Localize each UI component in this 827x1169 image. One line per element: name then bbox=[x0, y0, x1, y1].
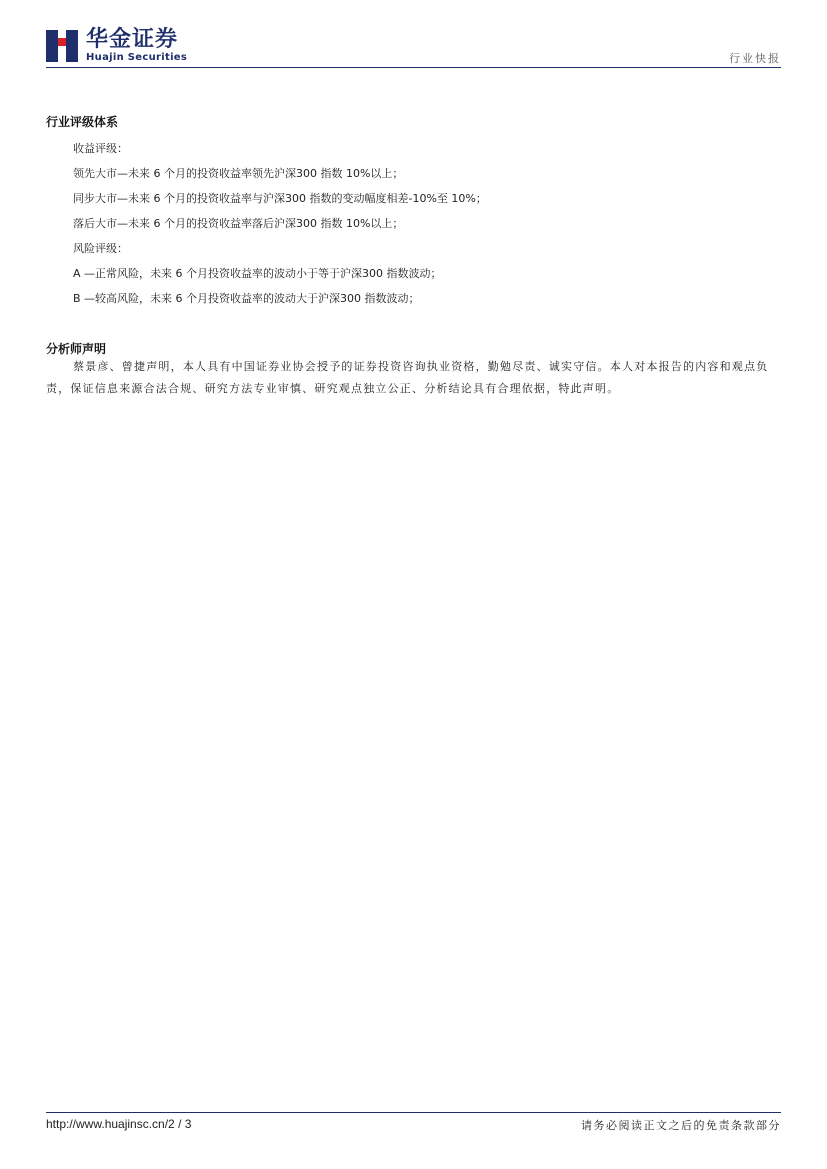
risk-rating-label: 风险评级： bbox=[73, 242, 128, 255]
return-rating-item: 同步大市—未来 6 个月的投资收益率与沪深300 指数的变动幅度相差-10%至 10%； bbox=[73, 192, 487, 205]
page-header bbox=[0, 0, 827, 70]
return-rating-item: 落后大市—未来 6 个月的投资收益率落后沪深300 指数 10%以上； bbox=[73, 217, 404, 230]
risk-rating-item: A —正常风险，未来 6 个月投资收益率的波动小于等于沪深300 指数波动； bbox=[73, 267, 442, 280]
footer-divider bbox=[46, 1112, 781, 1113]
analyst-statement-text: 蔡景彦、曾捷声明，本人具有中国证券业协会授予的证券投资咨询执业资格，勤勉尽责、诚实守信。本人对本报告的内容和观点负责，保证信息来源合法合规、研究方法专业审慎、研究观点独立公正、分析结论具有合理依据，特此声明。 bbox=[46, 360, 769, 395]
footer-url-page[interactable]: http://www.huajinsc.cn/2 / 3 bbox=[46, 1117, 192, 1131]
return-rating-item: 领先大市—未来 6 个月的投资收益率领先沪深300 指数 10%以上； bbox=[73, 167, 404, 180]
return-rating-label: 收益评级： bbox=[73, 142, 128, 155]
header-divider bbox=[46, 67, 781, 68]
footer-disclaimer: 请务必阅读正文之后的免责条款部分 bbox=[581, 1119, 781, 1132]
brand-name-en: Huajin Securities bbox=[86, 52, 188, 63]
risk-rating-item: B —较高风险，未来 6 个月投资收益率的波动大于沪深300 指数波动； bbox=[73, 292, 420, 305]
rating-system-title: 行业评级体系 bbox=[46, 115, 119, 129]
huajin-logo-icon bbox=[46, 30, 78, 62]
report-type-label: 行业快报 bbox=[729, 52, 781, 65]
brand-name-cn: 华金证券 bbox=[86, 27, 179, 52]
analyst-statement-title: 分析师声明 bbox=[46, 342, 107, 356]
